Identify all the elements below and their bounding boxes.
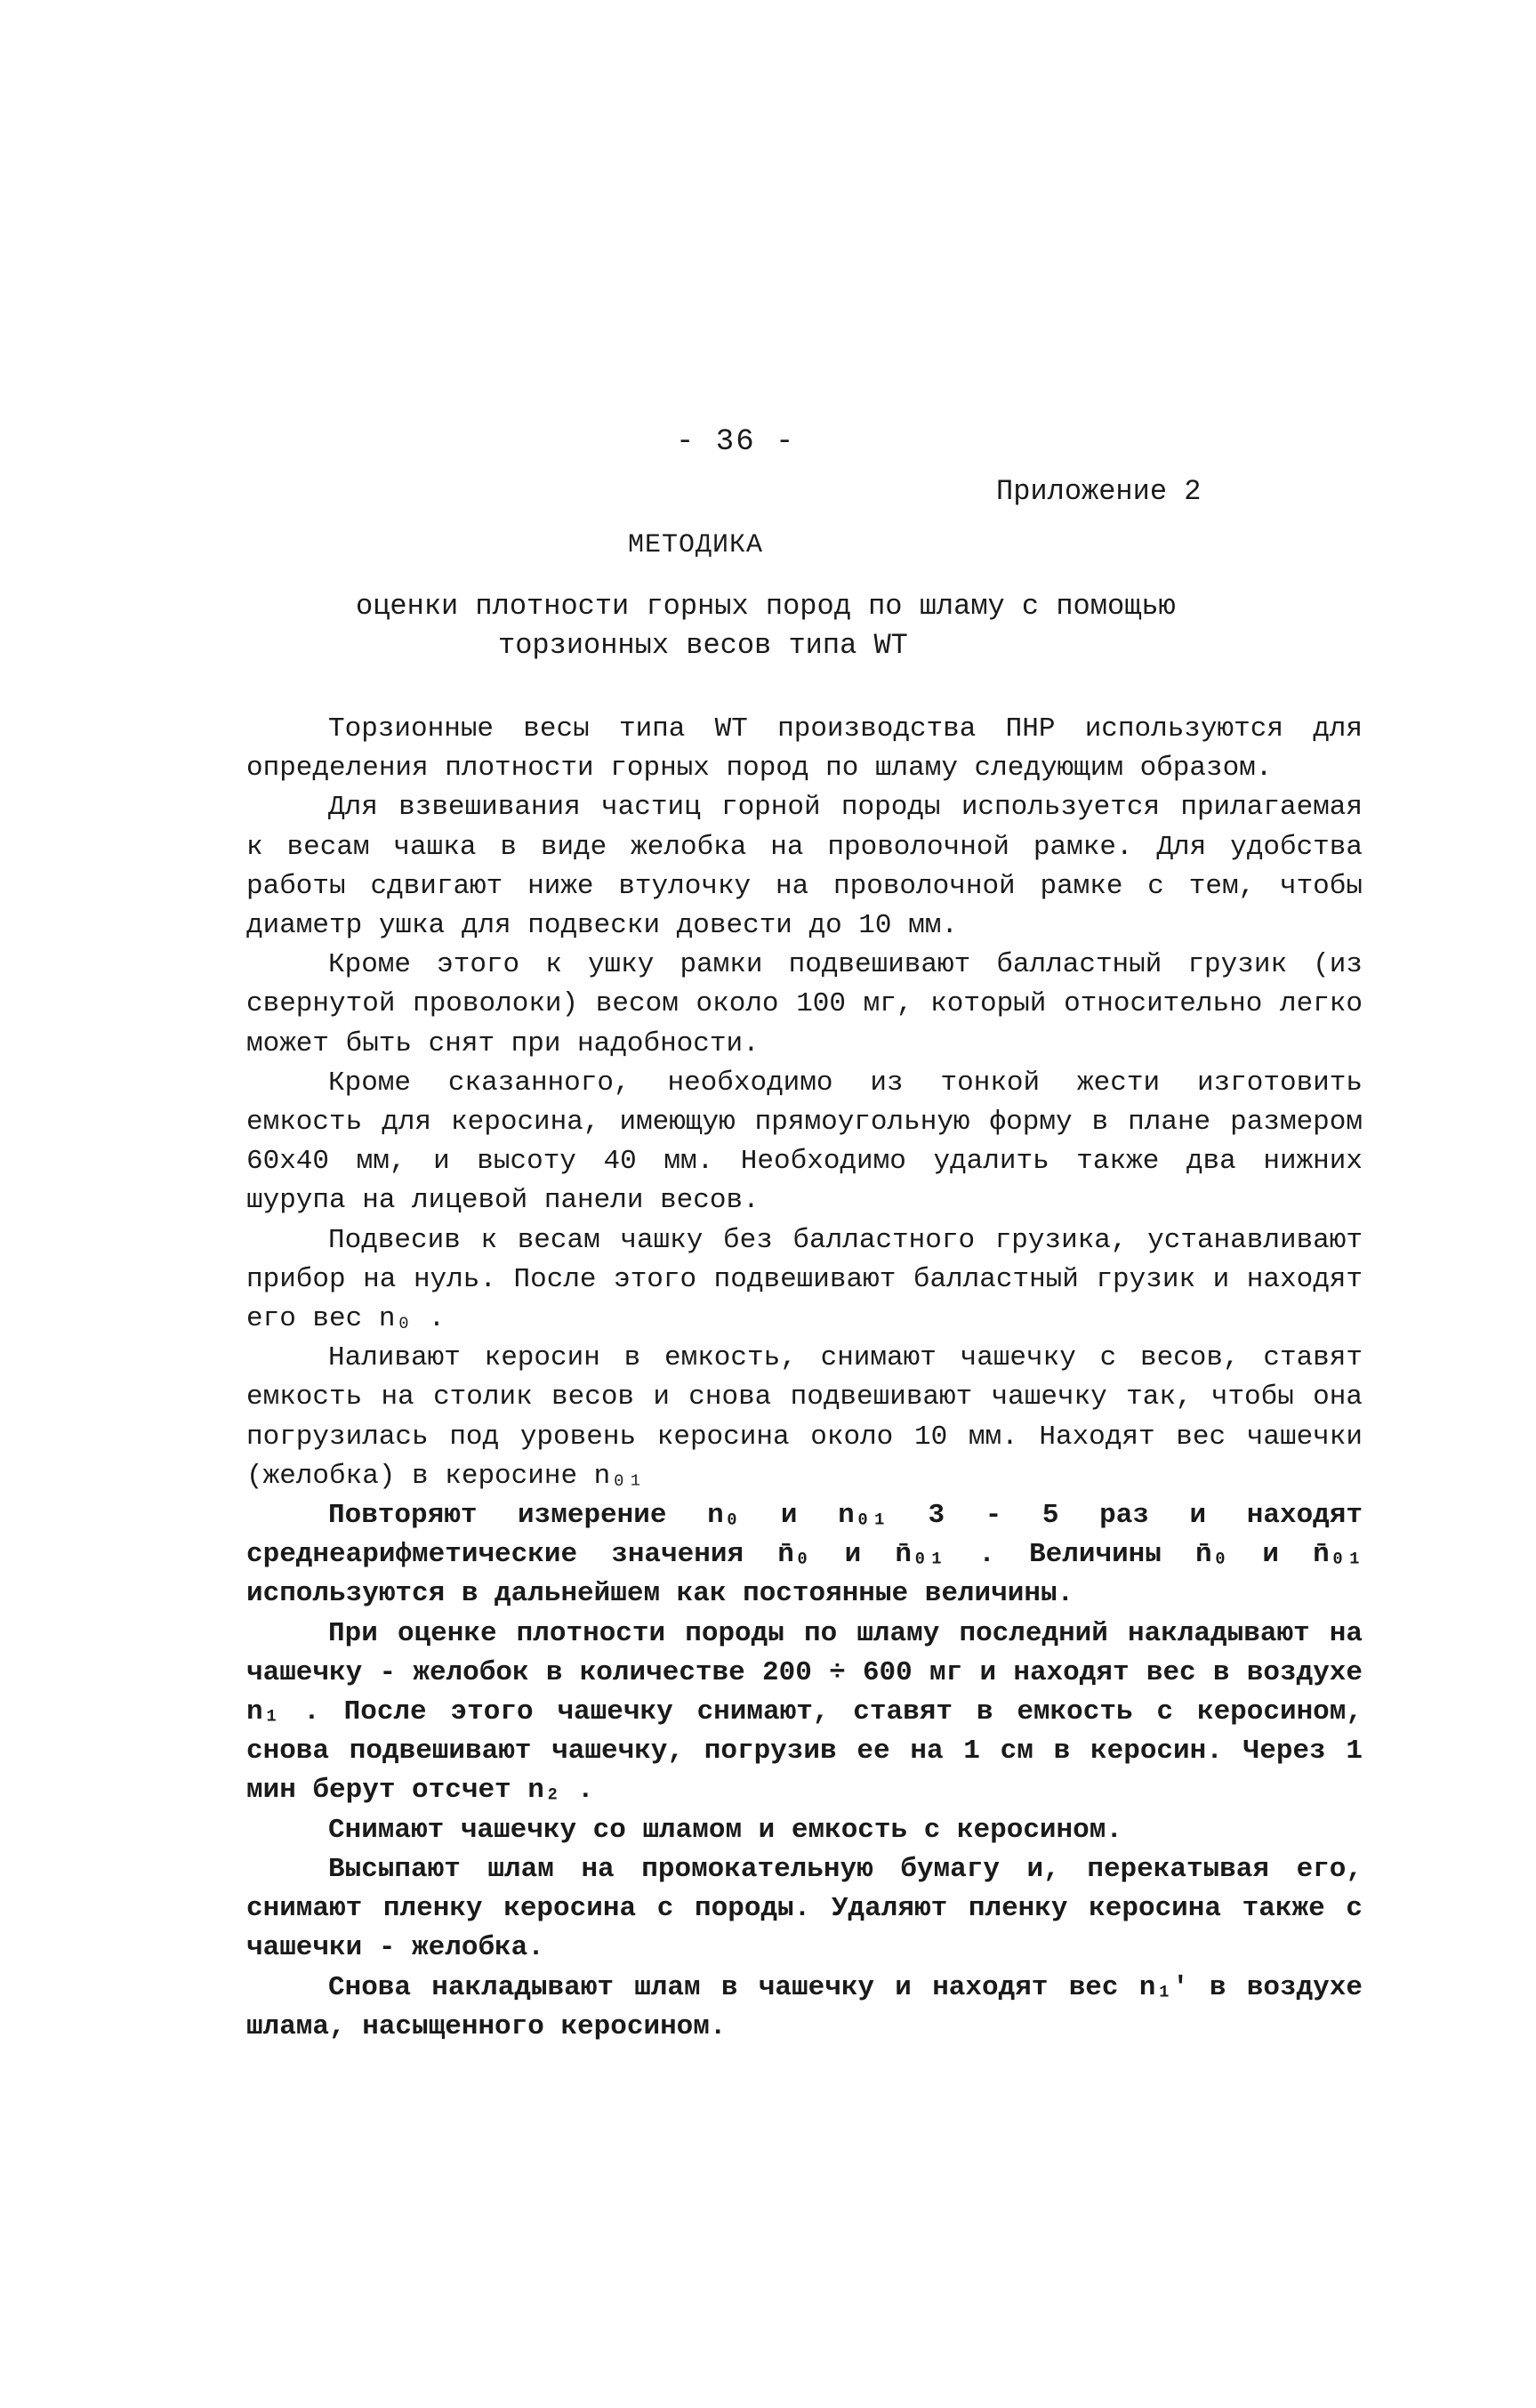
paragraph-1: Торзионные весы типа WT производства ПНР используются для определения плотности горных пород по шламу следующим образом.: [246, 713, 1363, 785]
paragraph-2: Для взвешивания частиц горной породы используется прилагаемая к весам чашка в виде желобка на проволочной рамке. Для удобства работы сдвигают ниже втулочку на проволочной рамке с тем, чтобы диаметр ушка для подвески довести до 10 мм.: [246, 792, 1363, 942]
paragraph-6: Наливают керосин в емкость, снимают чашечку с весов, ставят емкость на столик весов и снова подвешивают чашечку так, чтобы она погрузилась под уровень керосина около 10 мм. Находят вес чашечки (желобка) в керосине n₀₁: [246, 1342, 1363, 1492]
paragraph-9: Снимают чашечку со шламом и емкость с керосином.: [328, 1814, 1122, 1846]
paragraph-11: Снова накладывают шлам в чашечку и находят вес n₁′ в воздухе шлама, насыщенного керосином.: [246, 1971, 1363, 2042]
document-title: МЕТОДИКА: [628, 530, 764, 560]
body-text: [246, 710, 1363, 2047]
subtitle-line-2: торзионных весов типа WT: [498, 629, 908, 662]
subtitle-line-1: оценки плотности горных пород по шламу с помощью: [356, 590, 1176, 623]
paragraph-4: Кроме сказанного, необходимо из тонкой жести изготовить емкость для керосина, имеющую прямоугольную форму в плане размером 60х40 мм, и высоту 40 мм. Необходимо удалить также два нижних шурупа на лицевой панели весов.: [246, 1067, 1363, 1217]
paragraph-3: Кроме этого к ушку рамки подвешивают балластный грузик (из свернутой проволоки) весом около 100 мг, который относительно легко может быть снят при надобности.: [246, 949, 1363, 1059]
document-subtitle: [356, 587, 1245, 665]
page-number: - 36 -: [676, 425, 796, 459]
paragraph-10: Высыпают шлам на промокательную бумагу и, перекатывая его, снимают пленку керосина с породы. Удаляют пленку керосина также с чашечки - желобка.: [246, 1853, 1363, 1964]
paragraph-7: Повторяют измерение n₀ и n₀₁ 3 - 5 раз и находят среднеарифметические значения n̄₀ и n̄₀₁ . Величины n̄₀ и n̄₀₁ используются в дальнейшем как постоянные величины.: [246, 1500, 1363, 1610]
paragraph-5: Подвесив к весам чашку без балластного грузика, устанавливают прибор на нуль. После этого подвешивают балластный грузик и находят его вес n₀ .: [246, 1224, 1363, 1335]
appendix-label: Приложение 2: [996, 475, 1202, 508]
paragraph-8: При оценке плотности породы по шламу последний накладывают на чашечку - желобок в количестве 200 ÷ 600 мг и находят вес в воздухе n₁ . После этого чашечку снимают, ставят в емкость с керосином, снова подвешивают чашечку, погрузив ее на 1 см в керосин. Через 1 мин берут отсчет n₂ .: [246, 1617, 1363, 1807]
